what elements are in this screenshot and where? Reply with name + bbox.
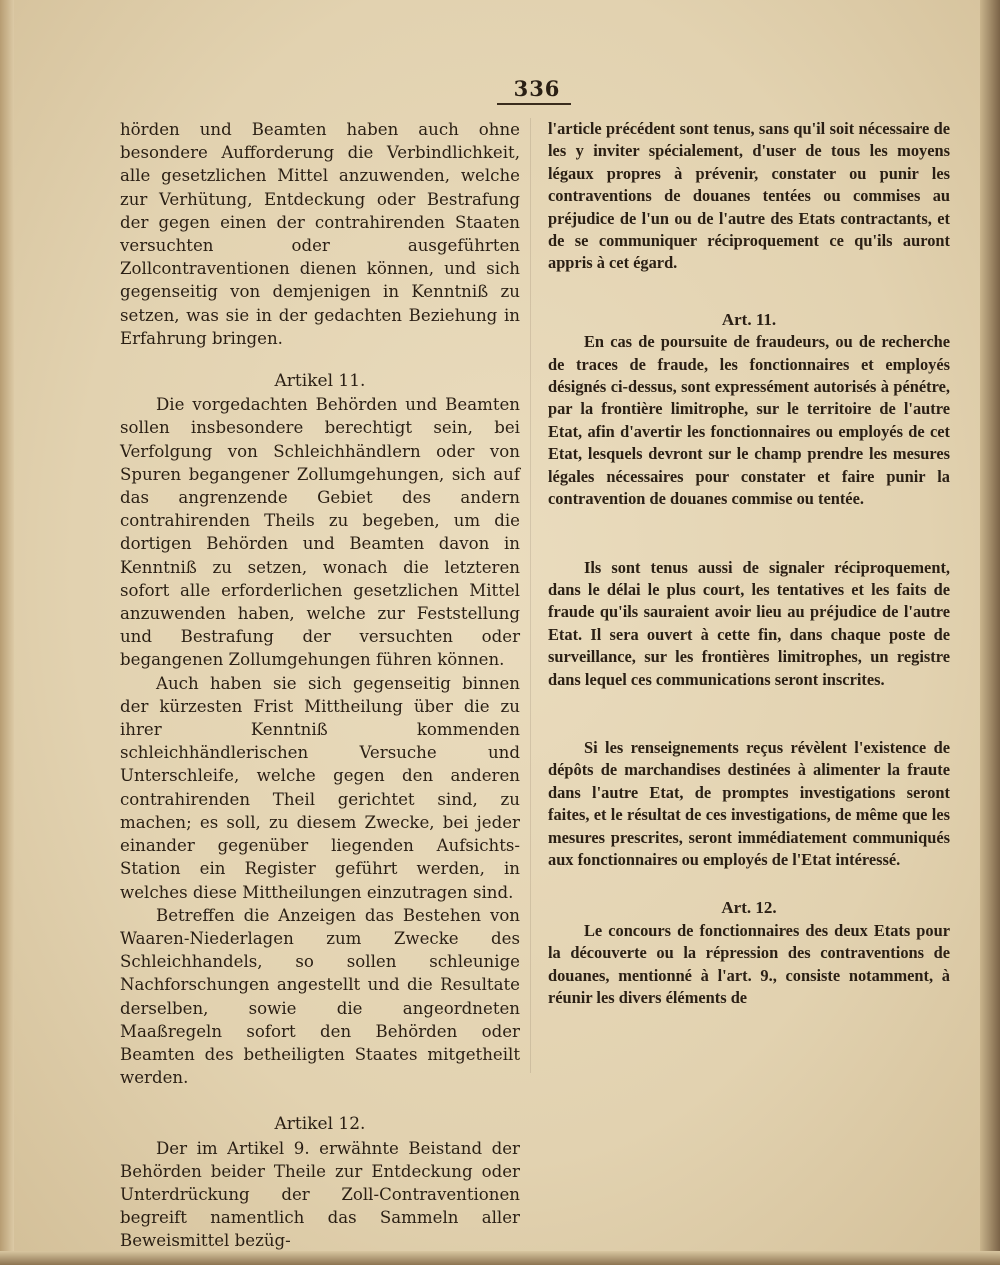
french-article-11-paragraph-1: En cas de poursuite de fraudeurs, ou de recherche de traces de fraude, les fonctionnaires et employés désignés ci-dessus, sont expressément autorisés à pénétre, par la frontière limitrophe, sur le territoire de l'autre Etat, afin d'avertir les fonctionnaires ou employés de cet Etat, lesquels devront sur le champ prendre les mesures légales nécessaires pour constater et faire punir la contravention de douanes commise ou tentée.: [548, 332, 950, 509]
german-intro-paragraph: hörden und Beamten haben auch ohne besondere Aufforderung die Verbindlichkeit, alle gesetzlichen Mittel anzuwenden, welche zur Verhütung, Entdeckung oder Bestrafung der gegen einen der contrahirenden Staaten versuchten oder ausgeführten Zollcontraventionen dienen können, und sich gegenseitig von demjenigen in Kenntniß zu setzen, was sie in der gedachten Beziehung in Erfahrung bringen.: [120, 120, 520, 348]
french-article-12-title: Art. 12.: [721, 898, 777, 918]
french-article-12-paragraph-1: Le concours de fonctionnaires des deux Etats pour la découverte ou la répression des contraventions de douanes, mentionné à l'art. 9., consiste notamment, à réunir les divers éléments de: [548, 920, 950, 1007]
french-article-11-paragraph-2: Ils sont tenus aussi de signaler réciproquement, dans le délai le plus court, les tentatives et les faits de fraude qu'ils sauraient avoir lieu au préjudice de l'autre Etat. Il sera ouvert à cette fin, dans chaque poste de surveillance, sur les frontières limitrophes, un registre dans lequel ces communications seront inscrites.: [548, 557, 950, 689]
french-article-11-title: Art. 11.: [721, 309, 777, 329]
german-article-11-paragraph-2: Auch haben sie sich gegenseitig binnen der kürzesten Frist Mittheilung über die zu ihrer Kenntniß kommenden schleichhändlerischen Versuche und Unterschleife, welche gegen den anderen contrahirenden Theil gerichtet sind, zu machen; es soll, zu diesem Zwecke, bei jeder einander gegenüber liegenden Aufsichts-Station ein Register geführt werden, in welches diese Mittheilungen einzutragen sind.: [120, 673, 520, 902]
german-column: [120, 118, 520, 1253]
column-divider: [530, 118, 531, 1073]
page-number-rule: [497, 103, 571, 105]
french-intro-paragraph: l'article précédent sont tenus, sans qu'il soit nécessaire de les y inviter spécialement, d'user de tous les moyens légaux propres à prévenir, constater ou punir les contraventions de douanes tentées ou commises au préjudice de l'un ou de l'autre des Etats contractants, et de se communiquer réciproquement ce qu'ils auront appris à cet égard.: [548, 119, 950, 273]
german-article-11-paragraph-3: Betreffen die Anzeigen das Bestehen von Waaren-Niederlagen zum Zwecke des Schleichhandels, so sollen schleunige Nachforschungen angestellt und die Resultate derselben, sowie die angeordneten Maaßregeln sofort den Behörden oder Beamten des betheiligten Staates mitgetheilt werden.: [120, 905, 520, 1088]
german-article-11-paragraph-1: Die vorgedachten Behörden und Beamten sollen insbesondere berechtigt sein, bei Verfolgung von Schleichhändlern oder von Spuren begangener Zollumgehungen, sich auf das angrenzende Gebiet des andern contrahirenden Theils zu begeben, um die dortigen Behörden und Beamten davon in Kenntniß zu setzen, wonach die letzteren sofort alle erforderlichen gesetzlichen Mittel anzuwenden haben, welche zur Feststellung und Bestrafung der versuchten oder begangenen Zollumgehungen führen können.: [120, 395, 520, 670]
page-edge-left: [0, 0, 14, 1265]
french-column: [548, 118, 950, 1009]
page-edge-bottom: [0, 1251, 1000, 1265]
german-article-11-title: Artikel 11.: [274, 371, 366, 392]
page-edge-right: [980, 0, 1000, 1265]
german-article-12-paragraph-1: Der im Artikel 9. erwähnte Beistand der Behörden beider Theile zur Entdeckung oder Unterdrückung der Zoll-Contraventionen begreift namentlich das Sammeln aller Beweismittel bezüg-: [120, 1138, 520, 1251]
french-article-11-paragraph-3: Si les renseignements reçus révèlent l'existence de dépôts de marchandises destinées à alimenter la fraute dans l'autre Etat, de promptes investigations seront faites, et le résultat de ces investigations, de même que les mesures prescrites, seront immédiatement communiqués aux fonctionnaires ou employés de l'Etat intéressé.: [548, 737, 950, 869]
german-article-12-title: Artikel 12.: [274, 1114, 366, 1135]
page-number: 336: [513, 76, 561, 101]
